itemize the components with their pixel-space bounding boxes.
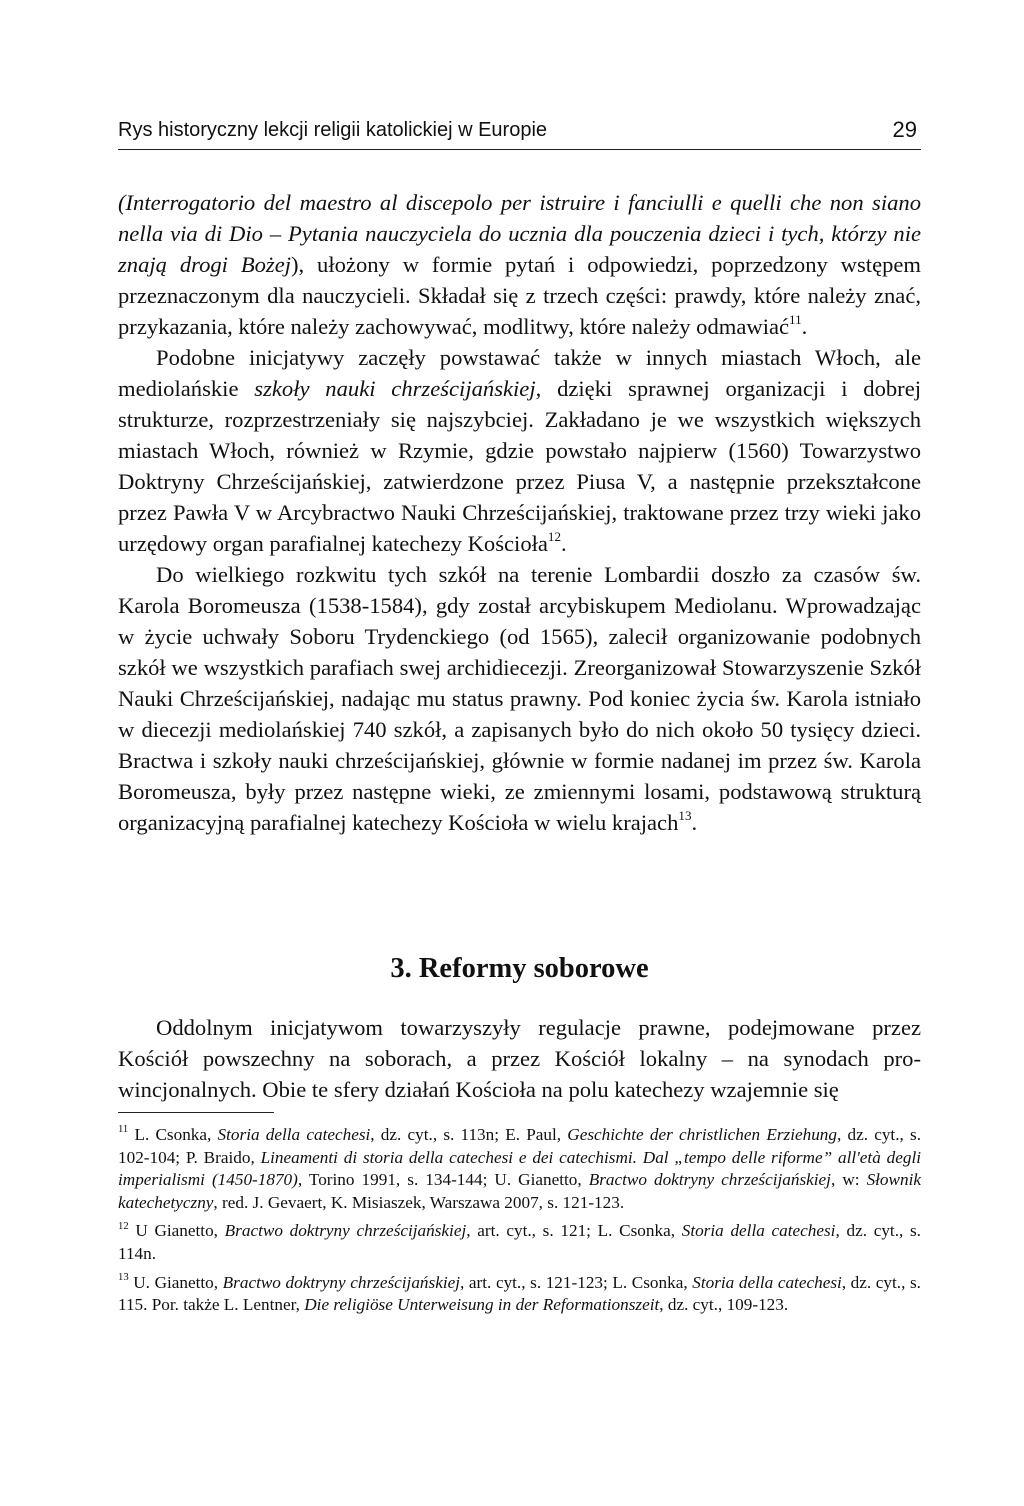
text-run: . <box>801 314 808 339</box>
italic-term: szkoły nauki chrześcijańskiej <box>254 376 536 401</box>
italic-title: Die religiöse Unterweisung in der Reformationszeit <box>304 1295 660 1315</box>
text-run: , dz. cyt., s. 115. Por. także L. Lentner, <box>118 1272 921 1315</box>
text-run: L. Csonka, <box>128 1125 218 1144</box>
text-run: . <box>691 810 698 835</box>
text-run: . <box>561 531 567 556</box>
text-run: U. Gianetto, <box>128 1272 223 1292</box>
running-header <box>118 117 921 150</box>
footnote-divider <box>118 1112 274 1113</box>
section-heading: 3. Reformy soborowe <box>390 953 649 984</box>
italic-title: Storia della catechesi <box>692 1272 842 1292</box>
footnote-ref-12[interactable]: 12 <box>547 529 562 545</box>
text-run: Do wielkiego rozkwitu tych szkół na terenie Lombardii doszło za czasów św. Karola Boromeusza (1538-1584), gdy został arcybiskupem Mediolanu. Wprowadzając w życie uchwały Soboru Trydenckiego (od 1565), zalecił organizowanie podobnych szkół we wszystkich parafiach swej archidiecezji. Zreorganizował Stowarzyszenie Szkół Nauki Chrześcijańskiej, nadając mu status prawny. Pod koniec życia św. Karola istniało w diecezji mediolańskiej 740 szkół, a zapisanych było do nich około 50 tysięcy dzieci. Bractwa i szkoły nauki chrześcijańskiej, głównie w formie nadanej im przez św. Karola Boromeusza, były przez następne wieki, ze zmiennymi losami, podstawową strukturą organizacyjną parafialnej katechezy Kościoła w wielu krajach <box>118 562 921 835</box>
paragraph-boromeusz <box>118 559 921 838</box>
text-run: , dzięki sprawnej organizacji i dobrej strukturze, rozprzestrzeniały się najszybciej. Zakładano je we wszystkich większych miastach Włoch, również w Rzymie, gdzie powstało najpierw (1560) Towarzystwo Doktryny Chrześcijańskiej, zatwierdzone przez Piusa V, a następnie przekształcone przez Pawła V w Arcybractwo Nauki Chrześcijańskiej, traktowane przez trzy wieki jako urzędowy organ parafialnej katechezy Kościoła <box>118 376 922 556</box>
page-number: 29 <box>892 117 917 142</box>
footnote-11 <box>118 1124 921 1214</box>
text-run: , dz. cyt., s. 102-104; P. Braido, <box>118 1125 921 1167</box>
running-title: Rys historyczny lekcji religii katolickiej w Europie <box>118 119 548 141</box>
italic-title: (Interrogatorio del maestro al discepolo per istruire i fanciulli e quelli che non siano nella via di Dio – Pytania nauczyciela do ucznia dla pouczenia dzieci i tych, którzy nie znają drogi Bożej <box>118 190 921 277</box>
text-run: Podobne inicjatywy zaczęły powstawać także w innych miastach Włoch, ale mediolańskie <box>118 345 921 401</box>
section-paragraph: Oddolnym inicjatywom towarzyszyły regulacje prawne, podejmowane przez Kościół powszechny na soborach, a przez Kościół lokalny – na synodach prowincjonalnych. Obie te sfery działań Kościoła na polu katechezy wzajemnie się <box>118 1015 921 1102</box>
text-run: , w: <box>830 1170 867 1190</box>
text-run: ), ułożony w formie pytań i odpowiedzi, poprzedzony wstępem przeznaczonym dla nauczycieli. Składał się z trzech części: prawdy, które należy znać, przykazania, które należy zachowywać, modlitwy, które należy odmawiać <box>118 252 921 339</box>
footnote-ref-13[interactable]: 13 <box>678 808 692 824</box>
footnote-12 <box>118 1220 921 1265</box>
footnote-number: 13 <box>118 1271 129 1283</box>
italic-title: Geschichte der christlichen Erziehung <box>567 1125 837 1144</box>
main-text <box>118 187 921 838</box>
italic-title: Słownik katechetyczny <box>118 1170 921 1212</box>
text-run: , Torino 1991, s. 134-144; U. Gianetto, <box>297 1170 589 1190</box>
italic-title: Storia della catechesi <box>217 1125 371 1144</box>
italic-title: Bractwo doktryny chrześcijańskiej <box>222 1272 461 1292</box>
footnote-number: 12 <box>118 1220 129 1232</box>
italic-title: Bractwo doktryny chrześcijańskiej <box>224 1221 467 1241</box>
paragraph-continuation <box>118 187 921 342</box>
footnote-ref-11[interactable]: 11 <box>789 312 802 328</box>
italic-title: Lineamenti di storia della catechesi e dei catechismi. Dal „tempo delle riforme” all'età degli imperialismi (1450-1870) <box>118 1147 921 1190</box>
text-run: , art. cyt., s. 121; L. Csonka, <box>466 1221 682 1241</box>
footnotes <box>118 1124 921 1323</box>
italic-title: Bractwo doktryny chrześcijańskiej <box>588 1170 831 1190</box>
footnote-13 <box>118 1272 921 1317</box>
footnote-number: 11 <box>118 1124 129 1136</box>
text-run: , dz. cyt., s. 114n. <box>118 1221 921 1263</box>
text-run: , dz. cyt., s. 113n; E. Paul, <box>370 1125 568 1144</box>
text-run: , art. cyt., s. 121-123; L. Csonka, <box>460 1272 693 1292</box>
section-text <box>118 1012 921 1105</box>
text-run: , dz. cyt., 109-123. <box>659 1295 789 1315</box>
text-run: , red. J. Gevaert, K. Misiaszek, Warszawa 2007, s. 121-123. <box>213 1192 625 1212</box>
italic-title: Storia della catechesi <box>681 1221 836 1241</box>
text-run: U Gianetto, <box>128 1221 225 1241</box>
paragraph-initiatives <box>118 342 921 559</box>
